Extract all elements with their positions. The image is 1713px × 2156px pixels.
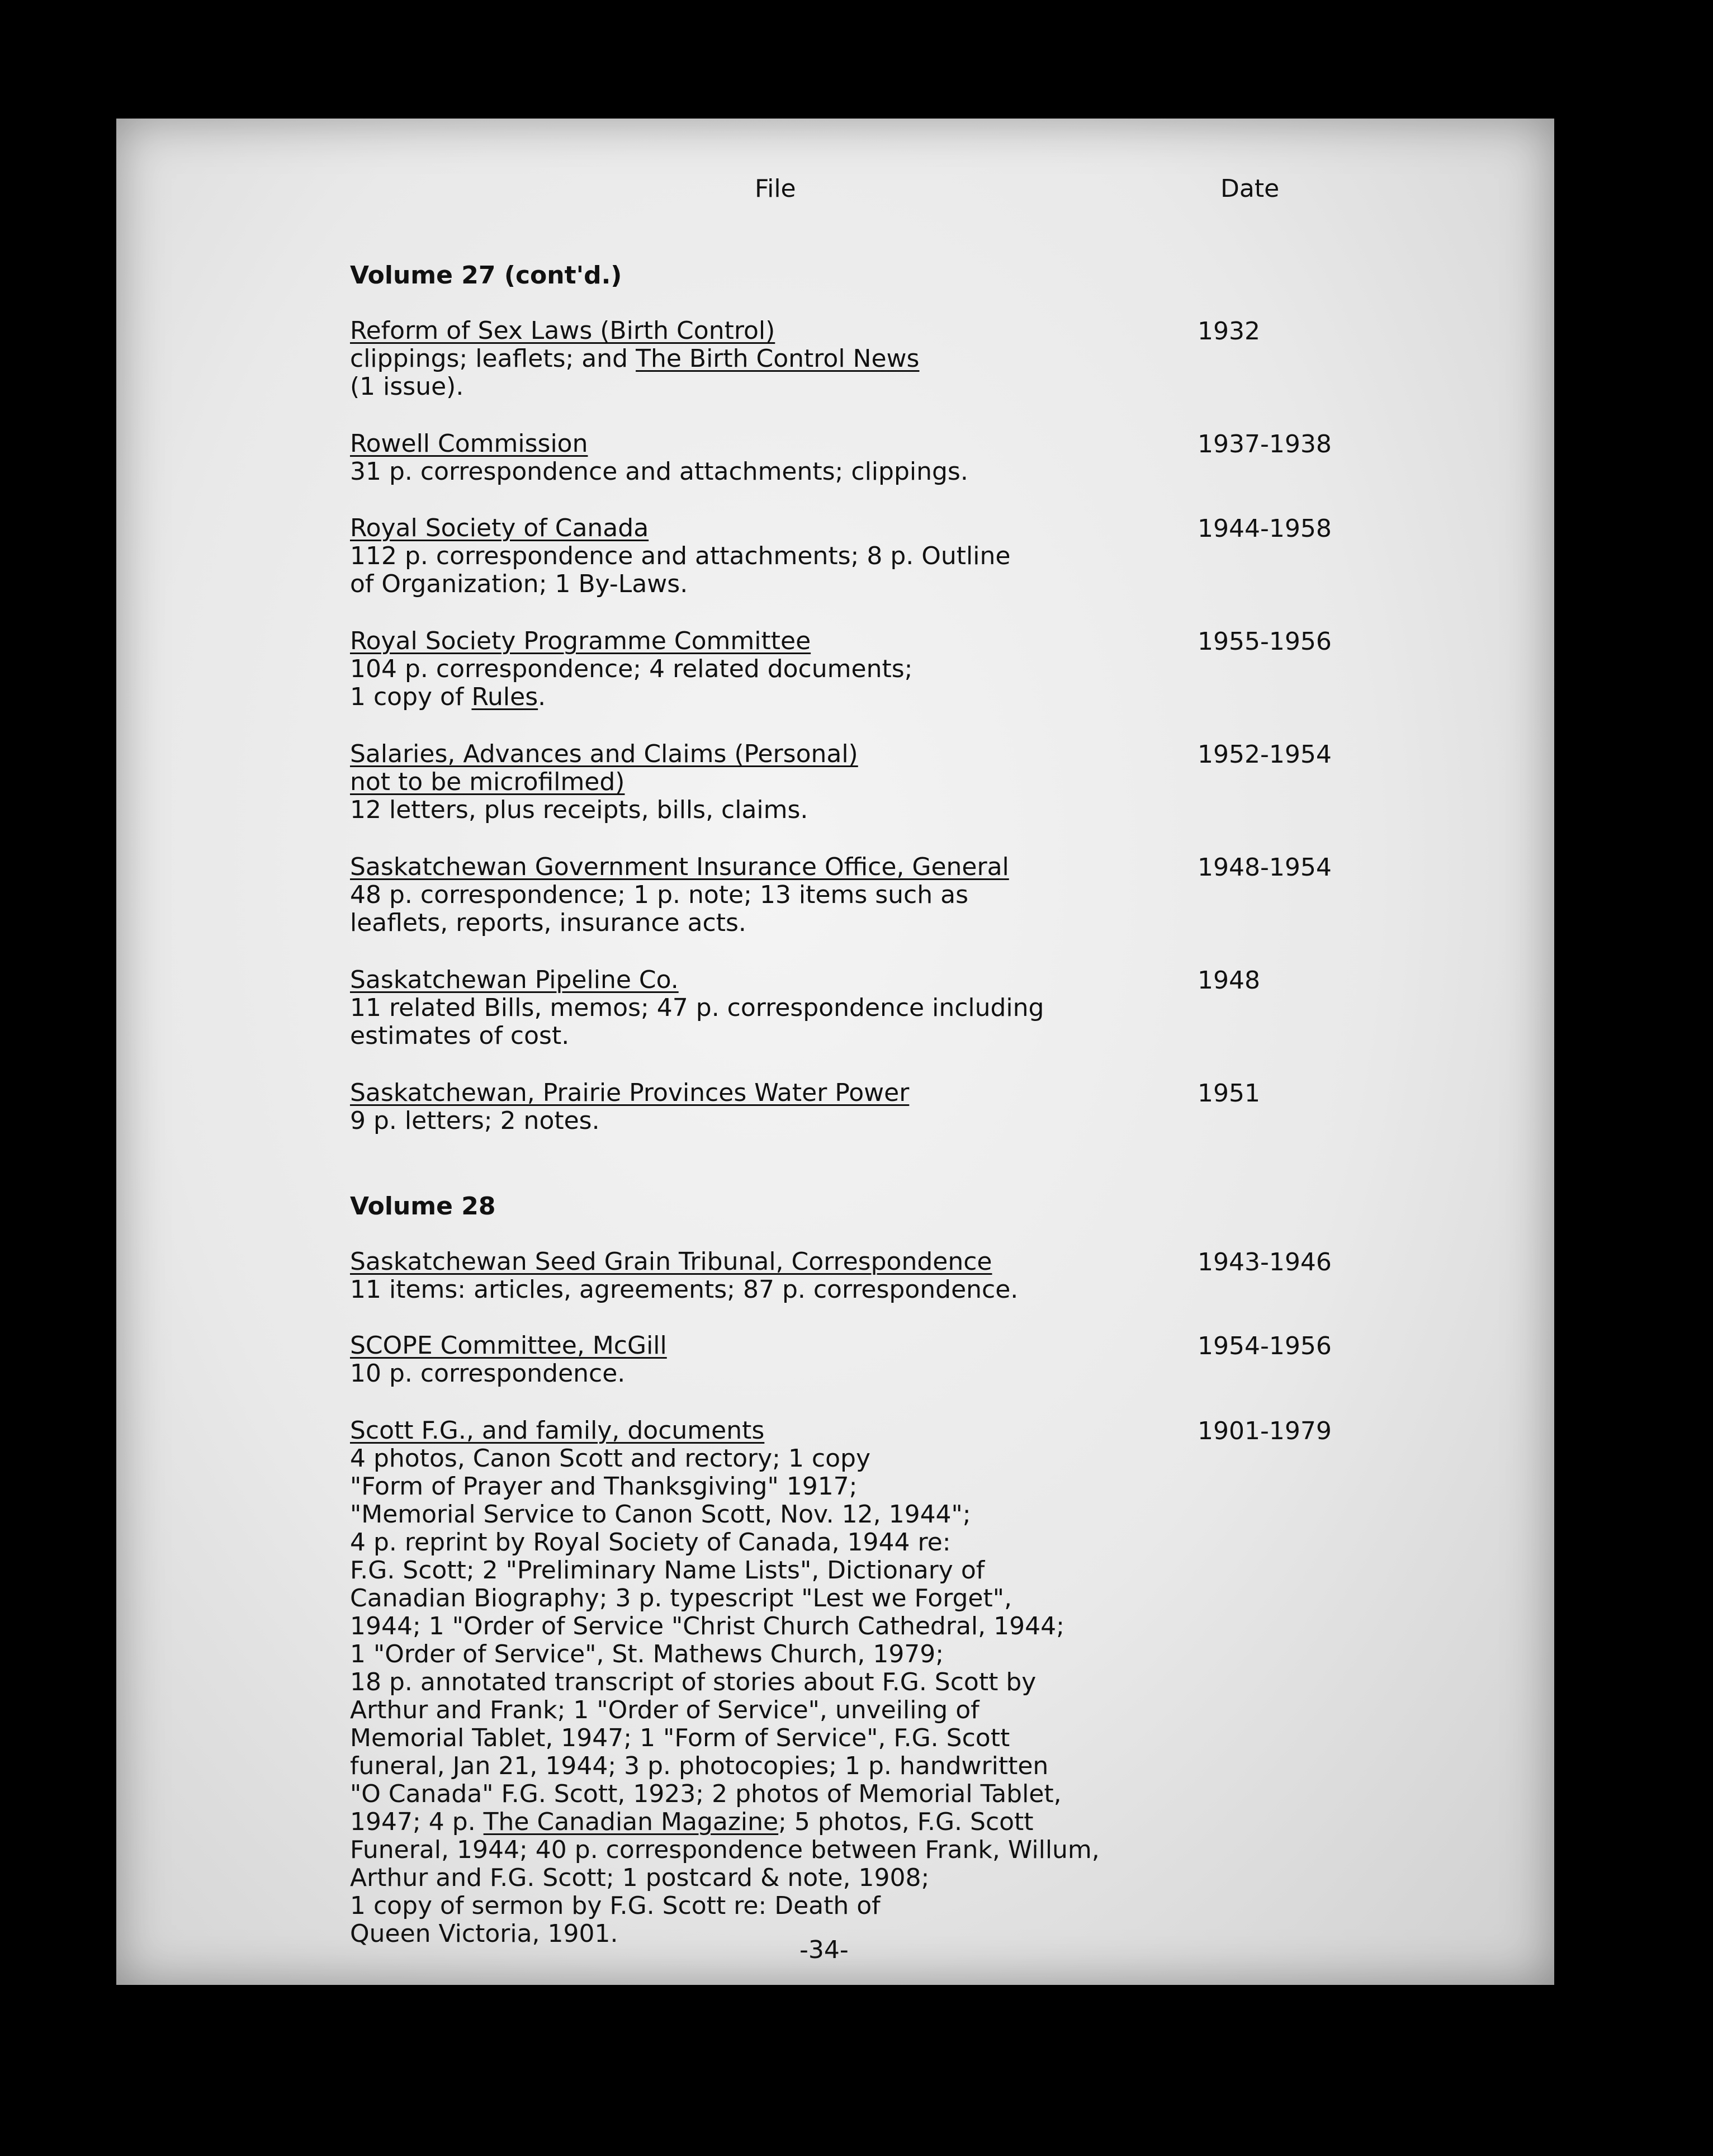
file-title: Reform of Sex Laws (Birth Control) <box>350 316 775 345</box>
file-description: 104 p. correspondence; 4 related documents; 1 copy of Rules. <box>350 655 913 711</box>
file-date: 1944-1958 <box>1198 514 1332 543</box>
file-description: 31 p. correspondence and attachments; clippings. <box>350 457 968 486</box>
file-title: Saskatchewan Seed Grain Tribunal, Correspondence <box>350 1247 992 1276</box>
file-title: SCOPE Committee, McGill <box>350 1331 667 1360</box>
file-date: 1932 <box>1198 317 1260 346</box>
file-title: Rowell Commission <box>350 429 588 458</box>
file-date: 1952-1954 <box>1198 740 1332 769</box>
file-description: 11 items: articles, agreements; 87 p. correspondence. <box>350 1275 1019 1304</box>
file-date: 1943-1946 <box>1198 1248 1332 1276</box>
file-date: 1951 <box>1198 1079 1260 1108</box>
file-date: 1955-1956 <box>1198 627 1332 656</box>
file-date: 1901-1979 <box>1198 1417 1332 1445</box>
file-title: Salaries, Advances and Claims (Personal) not to be microfilmed) <box>350 740 858 796</box>
file-description: 10 p. correspondence. <box>350 1359 626 1388</box>
file-description: 4 photos, Canon Scott and rectory; 1 copy "Form of Prayer and Thanksgiving" 1917; "Memorial Service to Canon Scott, Nov. 12, 1944"; 4 p. reprint by Royal Society of Canada, 1944 re: F.G. Scott; 2 "Preliminary Name Lists", Dictionary of Canadian Biography; 3 p. typescript "Lest we Forget", 1944; 1 "Order of Service "Christ Church Cathedral, 1944; 1 "Order of Service", St. Mathews Church, 1979; 18 p. annotated transcript of stories about F.G. Scott by Arthur and Frank; 1 "Order of Service", unveiling of Memorial Tablet, 1947; 1 "Form of Service", F.G. Scott funeral, Jan 21, 1944; 3 p. photocopies; 1 p. handwritten "O Canada" F.G. Scott, 1923; 2 photos of Memorial Tablet, 1947; 4 p. The Canadian Magazine; 5 photos, F.G. Scott Funeral, 1944; 40 p. correspondence between Frank, Willum, Arthur and F.G. Scott; 1 postcard & note, 1908; 1 copy of sermon by F.G. Scott re: Death of Queen Victoria, 1901. <box>350 1444 1100 1948</box>
file-description: 48 p. correspondence; 1 p. note; 13 items such as leaflets, reports, insurance acts. <box>350 881 968 937</box>
file-description: 12 letters, plus receipts, bills, claims. <box>350 796 808 824</box>
file-description: 112 p. correspondence and attachments; 8 p. Outline of Organization; 1 By-Laws. <box>350 542 1011 598</box>
file-entry <box>350 514 1300 598</box>
file-description: clippings; leaflets; and The Birth Control News (1 issue). <box>350 344 920 401</box>
volume-27-heading: Volume 27 (cont'd.) <box>350 261 622 290</box>
page-number: -34- <box>799 1936 849 1964</box>
file-entry <box>350 1332 1300 1388</box>
file-date: 1954-1956 <box>1198 1332 1332 1360</box>
file-title: Saskatchewan Government Insurance Office, General <box>350 853 1009 881</box>
file-entry <box>350 1248 1300 1304</box>
file-entry <box>350 430 1300 486</box>
file-title: Royal Society of Canada <box>350 514 649 542</box>
date-column-header: Date <box>1220 174 1280 203</box>
volume-28-heading: Volume 28 <box>350 1192 496 1221</box>
file-entry <box>350 740 1300 824</box>
file-description: 9 p. letters; 2 notes. <box>350 1107 600 1135</box>
file-title: Saskatchewan, Prairie Provinces Water Power <box>350 1079 910 1107</box>
file-description: 11 related Bills, memos; 47 p. correspondence including estimates of cost. <box>350 994 1044 1050</box>
file-entry <box>350 1417 1300 1948</box>
file-entry <box>350 966 1300 1050</box>
file-entry <box>350 853 1300 937</box>
document-page <box>116 119 1554 1985</box>
file-date: 1937-1938 <box>1198 430 1332 458</box>
file-date: 1948 <box>1198 966 1260 995</box>
file-column-header: File <box>755 174 796 203</box>
file-entry <box>350 627 1300 711</box>
file-title: Royal Society Programme Committee <box>350 627 811 655</box>
file-title: Scott F.G., and family, documents <box>350 1416 765 1445</box>
file-entry <box>350 317 1300 401</box>
file-title: Saskatchewan Pipeline Co. <box>350 966 679 994</box>
file-date: 1948-1954 <box>1198 853 1332 882</box>
file-entry <box>350 1079 1300 1135</box>
